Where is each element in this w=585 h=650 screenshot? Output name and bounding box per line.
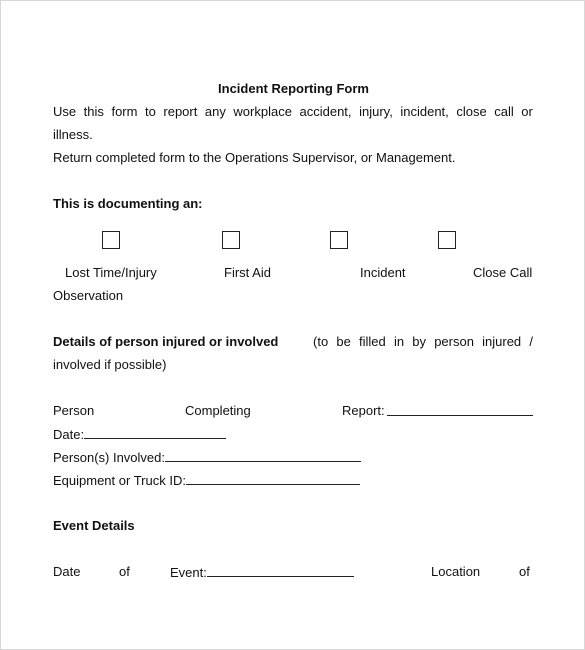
event-date-word: Date: [53, 564, 81, 579]
intro-word: this: [83, 104, 104, 119]
intro-line-3: Return completed form to the Operations Supervisor, or Management.: [53, 150, 456, 165]
details-note-word: in: [393, 334, 405, 349]
details-heading: Details of person injured or involved: [53, 334, 279, 349]
equipment-field[interactable]: [186, 472, 360, 485]
intro-word: or: [521, 104, 533, 119]
details-note-word: by: [412, 334, 426, 349]
intro-word: call: [494, 104, 514, 119]
option-close-call: Close Call: [473, 265, 533, 280]
documenting-heading: This is documenting an:: [53, 196, 203, 211]
lost-time-injury-checkbox[interactable]: [102, 231, 120, 249]
location-word: Location: [431, 564, 481, 579]
intro-word: injury,: [359, 104, 393, 119]
details-note-word: (to: [313, 334, 329, 349]
option-incident: Incident: [360, 265, 406, 280]
person-completing-report-field[interactable]: [387, 403, 533, 420]
persons-involved-field[interactable]: [165, 449, 361, 462]
date-field[interactable]: [84, 426, 226, 439]
first-aid-checkbox[interactable]: [222, 231, 240, 249]
details-line-2: involved if possible): [53, 357, 167, 372]
intro-word: workplace: [233, 104, 292, 119]
person-label: Person: [53, 403, 95, 418]
details-line-1: [53, 334, 533, 350]
option-observation: Observation: [53, 288, 124, 303]
intro-word: Use: [53, 104, 77, 119]
event-of-word: of: [119, 564, 130, 579]
details-note-word: /: [529, 334, 533, 349]
intro-word: incident,: [400, 104, 449, 119]
completing-label: Completing: [185, 403, 251, 418]
event-date-label: [170, 564, 354, 581]
equipment-row: [53, 472, 360, 489]
close-call-checkbox[interactable]: [438, 231, 456, 249]
persons-involved-row: [53, 449, 361, 466]
intro-word: form: [111, 104, 138, 119]
intro-word: any: [204, 104, 226, 119]
persons-involved-label: Person(s) Involved:: [53, 450, 165, 465]
event-label: Event:: [170, 565, 207, 580]
intro-word: report: [163, 104, 198, 119]
intro-line-1: [53, 104, 533, 120]
details-note-word: be: [336, 334, 351, 349]
date-of-event-field[interactable]: [207, 564, 354, 577]
incident-checkbox[interactable]: [330, 231, 348, 249]
details-note: [313, 334, 533, 350]
form-title: Incident Reporting Form: [218, 81, 369, 96]
intro-word: to: [145, 104, 156, 119]
details-note-word: filled: [359, 334, 386, 349]
event-details-heading: Event Details: [53, 518, 135, 533]
details-note-word: injured: [482, 334, 522, 349]
intro-word: accident,: [299, 104, 352, 119]
date-label: Date:: [53, 427, 85, 442]
details-note-word: person: [434, 334, 474, 349]
equipment-label: Equipment or Truck ID:: [53, 473, 186, 488]
intro-word: close: [456, 104, 487, 119]
location-of-word: of: [519, 564, 530, 579]
intro-line-2: illness.: [53, 127, 93, 142]
date-row: [53, 426, 226, 443]
option-lost-time-injury: Lost Time/Injury: [65, 265, 157, 280]
report-label: Report:: [342, 403, 385, 418]
option-first-aid: First Aid: [224, 265, 271, 280]
